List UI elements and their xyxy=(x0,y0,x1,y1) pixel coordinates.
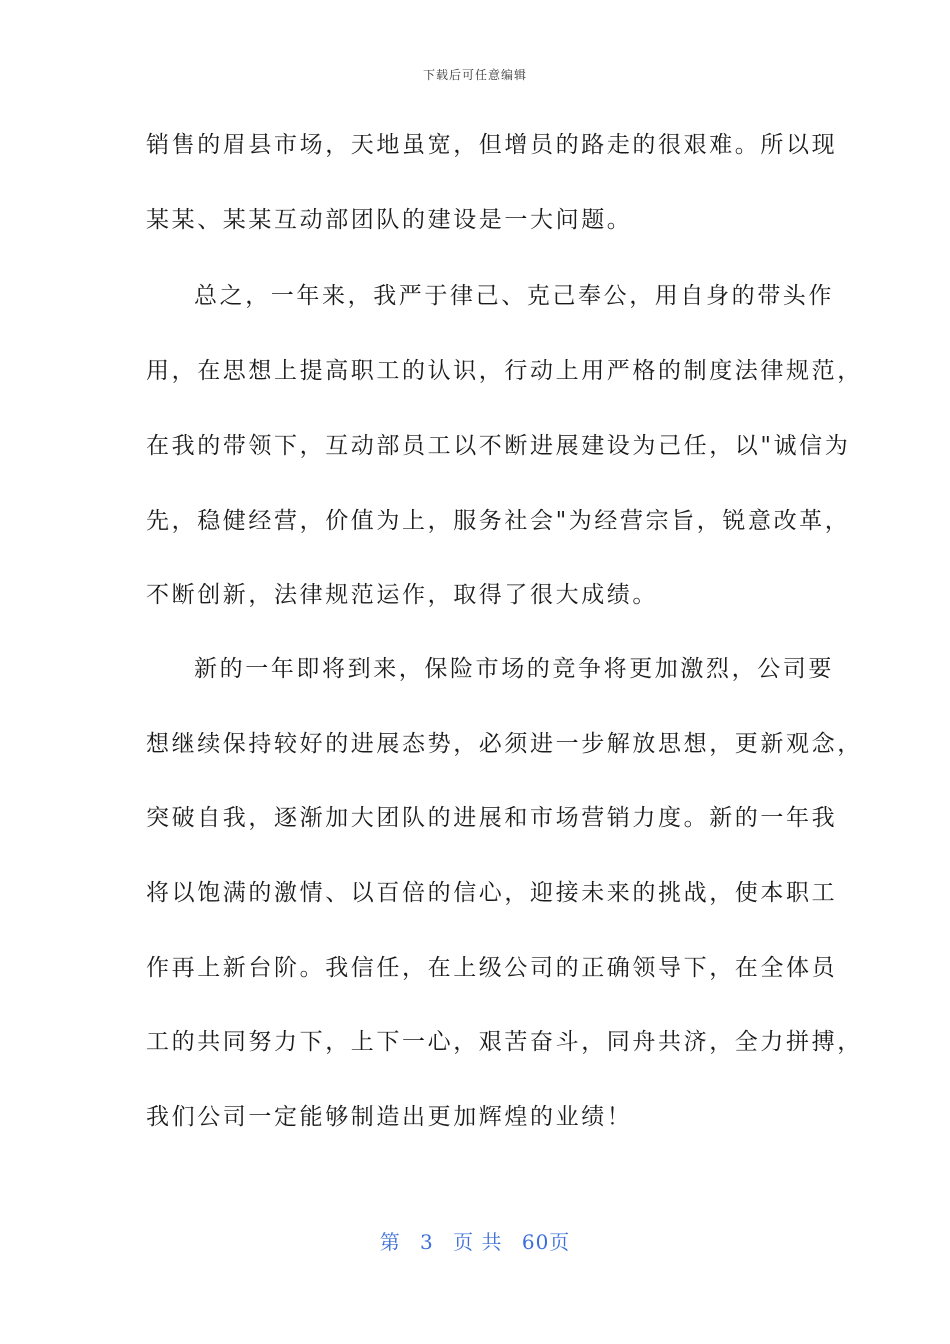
page-label-prefix: 第 xyxy=(379,1230,401,1254)
text-line: 在我的带领下，互动部员工以不断进展建设为己任，以"诚信为 xyxy=(146,433,851,459)
page-label-middle: 页 共 xyxy=(453,1230,503,1254)
header-note: 下载后可任意编辑 xyxy=(422,68,527,82)
text-line: 销售的眉县市场，天地虽宽，但增员的路走的很艰难。所以现 xyxy=(146,132,838,158)
text-line: 突破自我，逐渐加大团队的进展和市场营销力度。新的一年我 xyxy=(146,805,838,831)
text-line: 想继续保持较好的进展态势，必须进一步解放思想，更新观念， xyxy=(146,731,863,757)
text-line: 用，在思想上提高职工的认识，行动上用严格的制度法律规范， xyxy=(146,358,863,384)
page-number-footer xyxy=(0,1226,950,1255)
text-line: 作再上新台阶。我信任，在上级公司的正确领导下，在全体员 xyxy=(146,955,838,981)
total-pages: 60页 xyxy=(521,1230,571,1254)
paragraph-start-line: 总之，一年来，我严于律己、克己奉公，用自身的带头作 xyxy=(194,283,834,309)
text-line: 不断创新，法律规范运作，取得了很大成绩。 xyxy=(146,582,658,608)
paragraph-start-line: 新的一年即将到来，保险市场的竞争将更加激烈，公司要 xyxy=(194,656,834,682)
text-line: 某某、某某互动部团队的建设是一大问题。 xyxy=(146,207,633,233)
text-line: 将以饱满的激情、以百倍的信心，迎接未来的挑战，使本职工 xyxy=(146,880,838,906)
current-page-number: 3 xyxy=(420,1230,434,1254)
text-line: 先，稳健经营，价值为上，服务社会"为经营宗旨，锐意改革， xyxy=(146,508,851,534)
text-line: 我们公司一定能够制造出更加辉煌的业绩！ xyxy=(146,1104,633,1130)
text-line: 工的共同努力下，上下一心，艰苦奋斗，同舟共济，全力拼搏， xyxy=(146,1029,863,1055)
